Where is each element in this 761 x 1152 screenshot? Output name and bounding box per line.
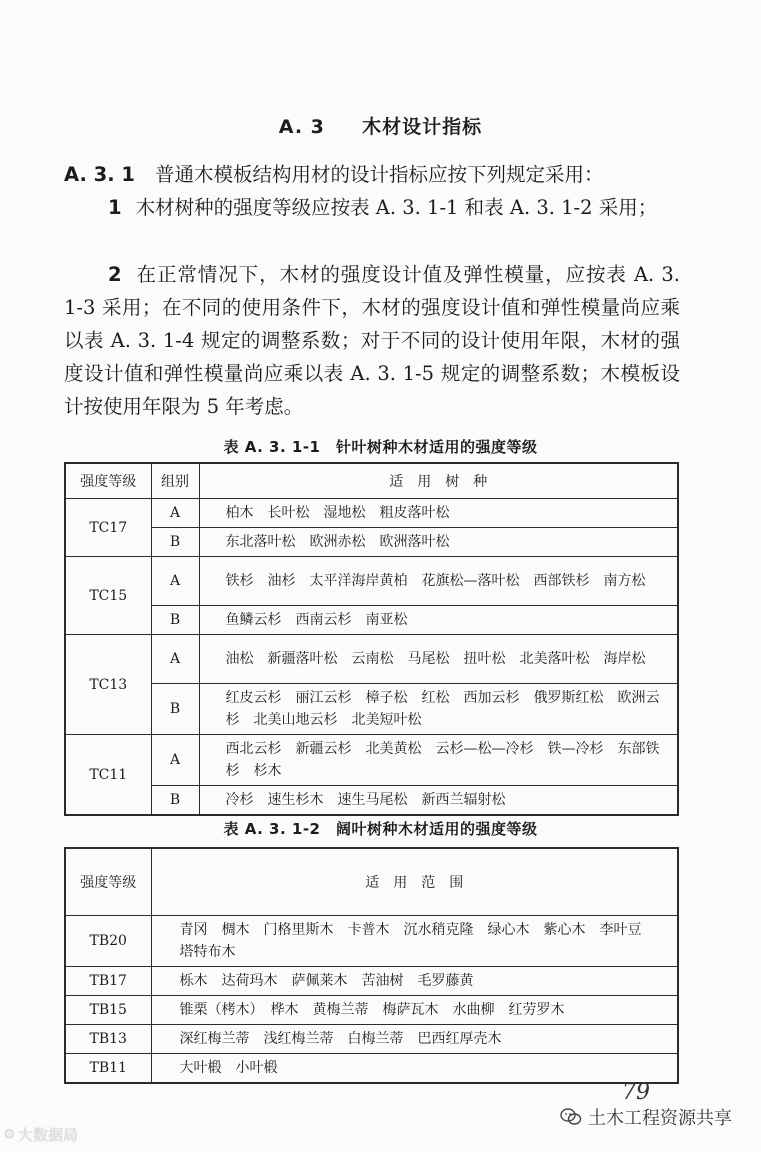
- table-row: [65, 557, 678, 606]
- header-species: 适 用 树 种: [199, 463, 678, 499]
- species-cell: 鱼鳞云杉 西南云杉 南亚松: [199, 606, 678, 635]
- table-row: [65, 1025, 678, 1054]
- group-cell: A: [151, 499, 199, 528]
- grade-cell: TC13: [65, 635, 151, 735]
- group-cell: B: [151, 684, 199, 735]
- watermark-source: [4, 1124, 78, 1145]
- watermark-account-name: 土木工程资源共享: [588, 1108, 732, 1129]
- species-cell: 油松 新疆落叶松 云南松 马尾松 扭叶松 北美落叶松 海岸松: [199, 635, 678, 684]
- section-title: 木材设计指标: [362, 116, 483, 138]
- species-cell: 大叶椴 小叶椴: [151, 1054, 678, 1084]
- header-group: 组别: [151, 463, 199, 499]
- table-row: [65, 499, 678, 528]
- species-cell: 冷杉 速生杉木 速生马尾松 新西兰辐射松: [199, 786, 678, 816]
- item-1-text: 木材树种的强度等级应按表 A. 3. 1-1 和表 A. 3. 1-2 采用；: [135, 196, 658, 219]
- grade-cell: TB15: [65, 996, 151, 1025]
- grade-cell: TB20: [65, 916, 151, 967]
- species-cell: 柏木 长叶松 湿地松 粗皮落叶松: [199, 499, 678, 528]
- grade-cell: TC15: [65, 557, 151, 635]
- grade-cell: TB17: [65, 967, 151, 996]
- header-scope: 适 用 范 围: [151, 848, 678, 916]
- table-row: [65, 528, 678, 557]
- species-cell: 东北落叶松 欧洲赤松 欧洲落叶松: [199, 528, 678, 557]
- header-grade: 强度等级: [65, 848, 151, 916]
- grade-cell: TC17: [65, 499, 151, 557]
- clause-text: 普通木模板结构用材的设计指标应按下列规定采用：: [154, 163, 604, 186]
- source-logo-icon: ⊙: [4, 1127, 15, 1142]
- item-1-number: 1: [108, 196, 122, 219]
- wechat-icon: [560, 1108, 582, 1126]
- item-2-number: 2: [108, 263, 122, 286]
- section-heading: [0, 112, 761, 139]
- species-cell: 青冈 椆木 门格里斯木 卡普木 沉水稍克隆 绿心木 紫心木 李叶豆 塔特布木: [151, 916, 678, 967]
- group-cell: B: [151, 528, 199, 557]
- species-cell: 栎木 达荷玛木 萨佩莱木 苦油树 毛罗藤黄: [151, 967, 678, 996]
- species-cell: 西北云杉 新疆云杉 北美黄松 云杉—松—冷杉 铁—冷杉 东部铁杉 杉木: [199, 735, 678, 786]
- grade-cell: TB11: [65, 1054, 151, 1084]
- table-row: [65, 684, 678, 735]
- clause-paragraph: [64, 158, 680, 191]
- group-cell: B: [151, 786, 199, 816]
- table-row: [65, 1054, 678, 1084]
- page-number: 79: [622, 1080, 650, 1105]
- watermark-source-name: 大数据局: [17, 1126, 78, 1144]
- watermark-account: [560, 1104, 732, 1130]
- table-row: [65, 996, 678, 1025]
- species-cell: 红皮云杉 丽江云杉 樟子松 红松 西加云杉 俄罗斯红松 欧洲云杉 北美山地云杉 北美短叶松: [199, 684, 678, 735]
- species-cell: 深红梅兰蒂 浅红梅兰蒂 白梅兰蒂 巴西红厚壳木: [151, 1025, 678, 1054]
- grade-cell: TB13: [65, 1025, 151, 1054]
- clause-number: A. 3. 1: [64, 163, 135, 186]
- table-header-row: [65, 463, 678, 499]
- species-cell: 铁杉 油杉 太平洋海岸黄柏 花旗松—落叶松 西部铁杉 南方松: [199, 557, 678, 606]
- table-row: [65, 606, 678, 635]
- table-header-row: [65, 848, 678, 916]
- table2-caption: 表 A. 3. 1-2 阔叶树种木材适用的强度等级: [223, 820, 538, 838]
- species-cell: 锥栗（栲木） 桦木 黄梅兰蒂 梅萨瓦木 水曲柳 红劳罗木: [151, 996, 678, 1025]
- table-row: [65, 967, 678, 996]
- group-cell: A: [151, 557, 199, 606]
- header-grade: 强度等级: [65, 463, 151, 499]
- item-1-paragraph: [64, 191, 680, 224]
- table-row: [65, 916, 678, 967]
- item-2-text: 在正常情况下，木材的强度设计值及弹性模量，应按表 A. 3. 1-3 采用；在不同的使用条件下，木材的强度设计值和弹性模量尚应乘以表 A. 3. 1-4 规定的调整系数；对于不同的设计使用年限，木材的强度设计值和弹性模量尚应乘以表 A. 3. 1-5 规定的调整系数；木模板设计按使用年限为 5 年考虑。: [64, 263, 680, 418]
- table-row: [65, 735, 678, 786]
- item-2-paragraph: [64, 258, 680, 423]
- group-cell: A: [151, 635, 199, 684]
- table-row: [65, 635, 678, 684]
- table-row: [65, 786, 678, 816]
- table1-caption: 表 A. 3. 1-1 针叶树种木材适用的强度等级: [223, 438, 538, 456]
- group-cell: A: [151, 735, 199, 786]
- table-hardwood-grades: [64, 847, 679, 1084]
- grade-cell: TC11: [65, 735, 151, 816]
- table-softwood-grades: [64, 462, 679, 816]
- group-cell: B: [151, 606, 199, 635]
- section-number: A. 3: [278, 116, 325, 138]
